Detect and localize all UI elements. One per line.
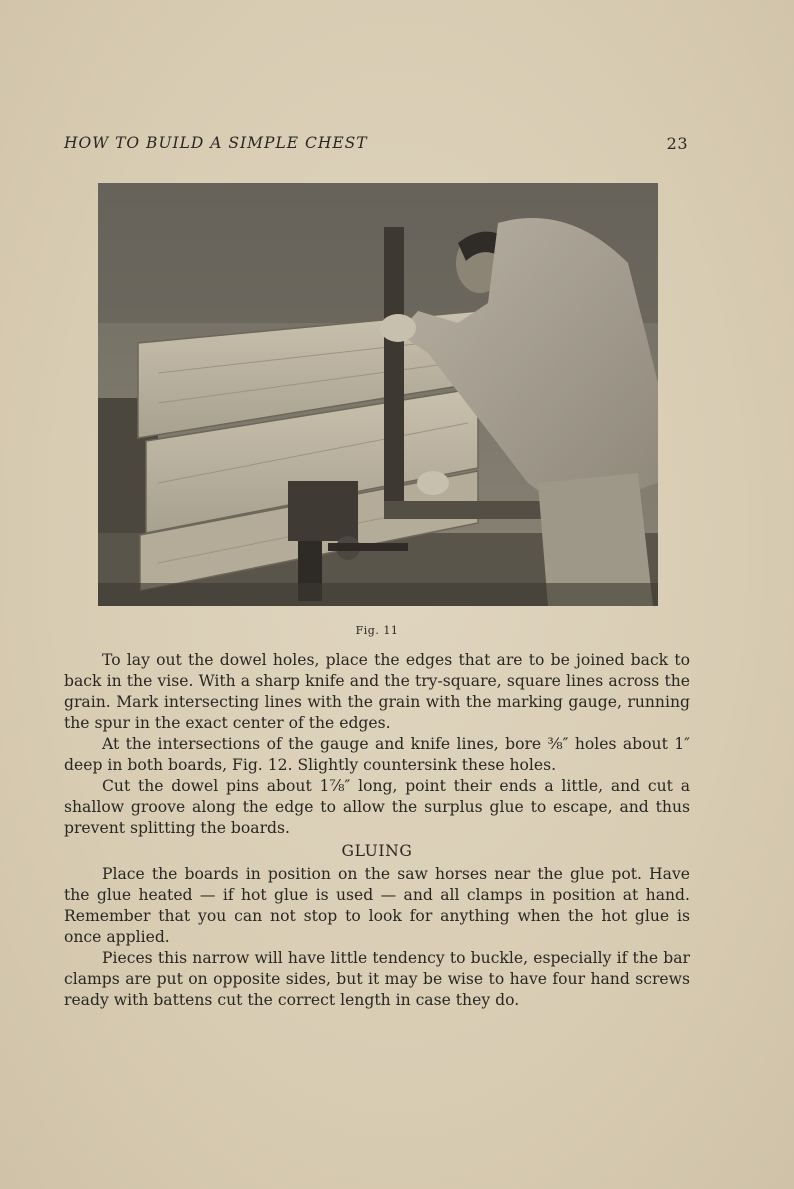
paragraph-buckling: Pieces this narrow will have little tendency to buckle, especially if the bar clamps are put on opposite sides, but it may be wise to have four hand screws ready with battens cut the correct length in case they do.	[64, 949, 690, 1009]
section-heading: GLUING	[341, 842, 413, 860]
paragraph-gluing-setup: Place the boards in position on the saw horses near the glue pot. Have the glue heated — if hot glue is used — and all clamps in position at hand. Remember that you can not stop to look for anything when the hot glue is once applied.	[64, 865, 690, 946]
figure-photo	[98, 183, 658, 606]
paragraph-dowel-pins: Cut the dowel pins about 1⅞″ long, point their ends a little, and cut a shallow groove along the edge to allow the surplus glue to escape, and thus prevent splitting the boards.	[64, 777, 690, 837]
running-head	[64, 134, 690, 156]
paragraph-boring-holes: At the intersections of the gauge and knife lines, bore ⅜″ holes about 1″ deep in both boards, Fig. 12. Slightly countersink these holes.	[64, 735, 690, 774]
body-text	[64, 650, 690, 1011]
workshop-photo-illustration	[98, 183, 658, 606]
paragraph-dowel-layout: To lay out the dowel holes, place the edges that are to be joined back to back in the vise. With a sharp knife and the try-square, square lines across the grain. Mark intersecting lines with the grain with the marking gauge, running the spur in the exact center of the edges.	[64, 651, 690, 732]
running-title: HOW TO BUILD A SIMPLE CHEST	[64, 134, 368, 152]
page-number: 23	[666, 134, 688, 153]
figure-caption: Fig. 11	[355, 624, 399, 637]
